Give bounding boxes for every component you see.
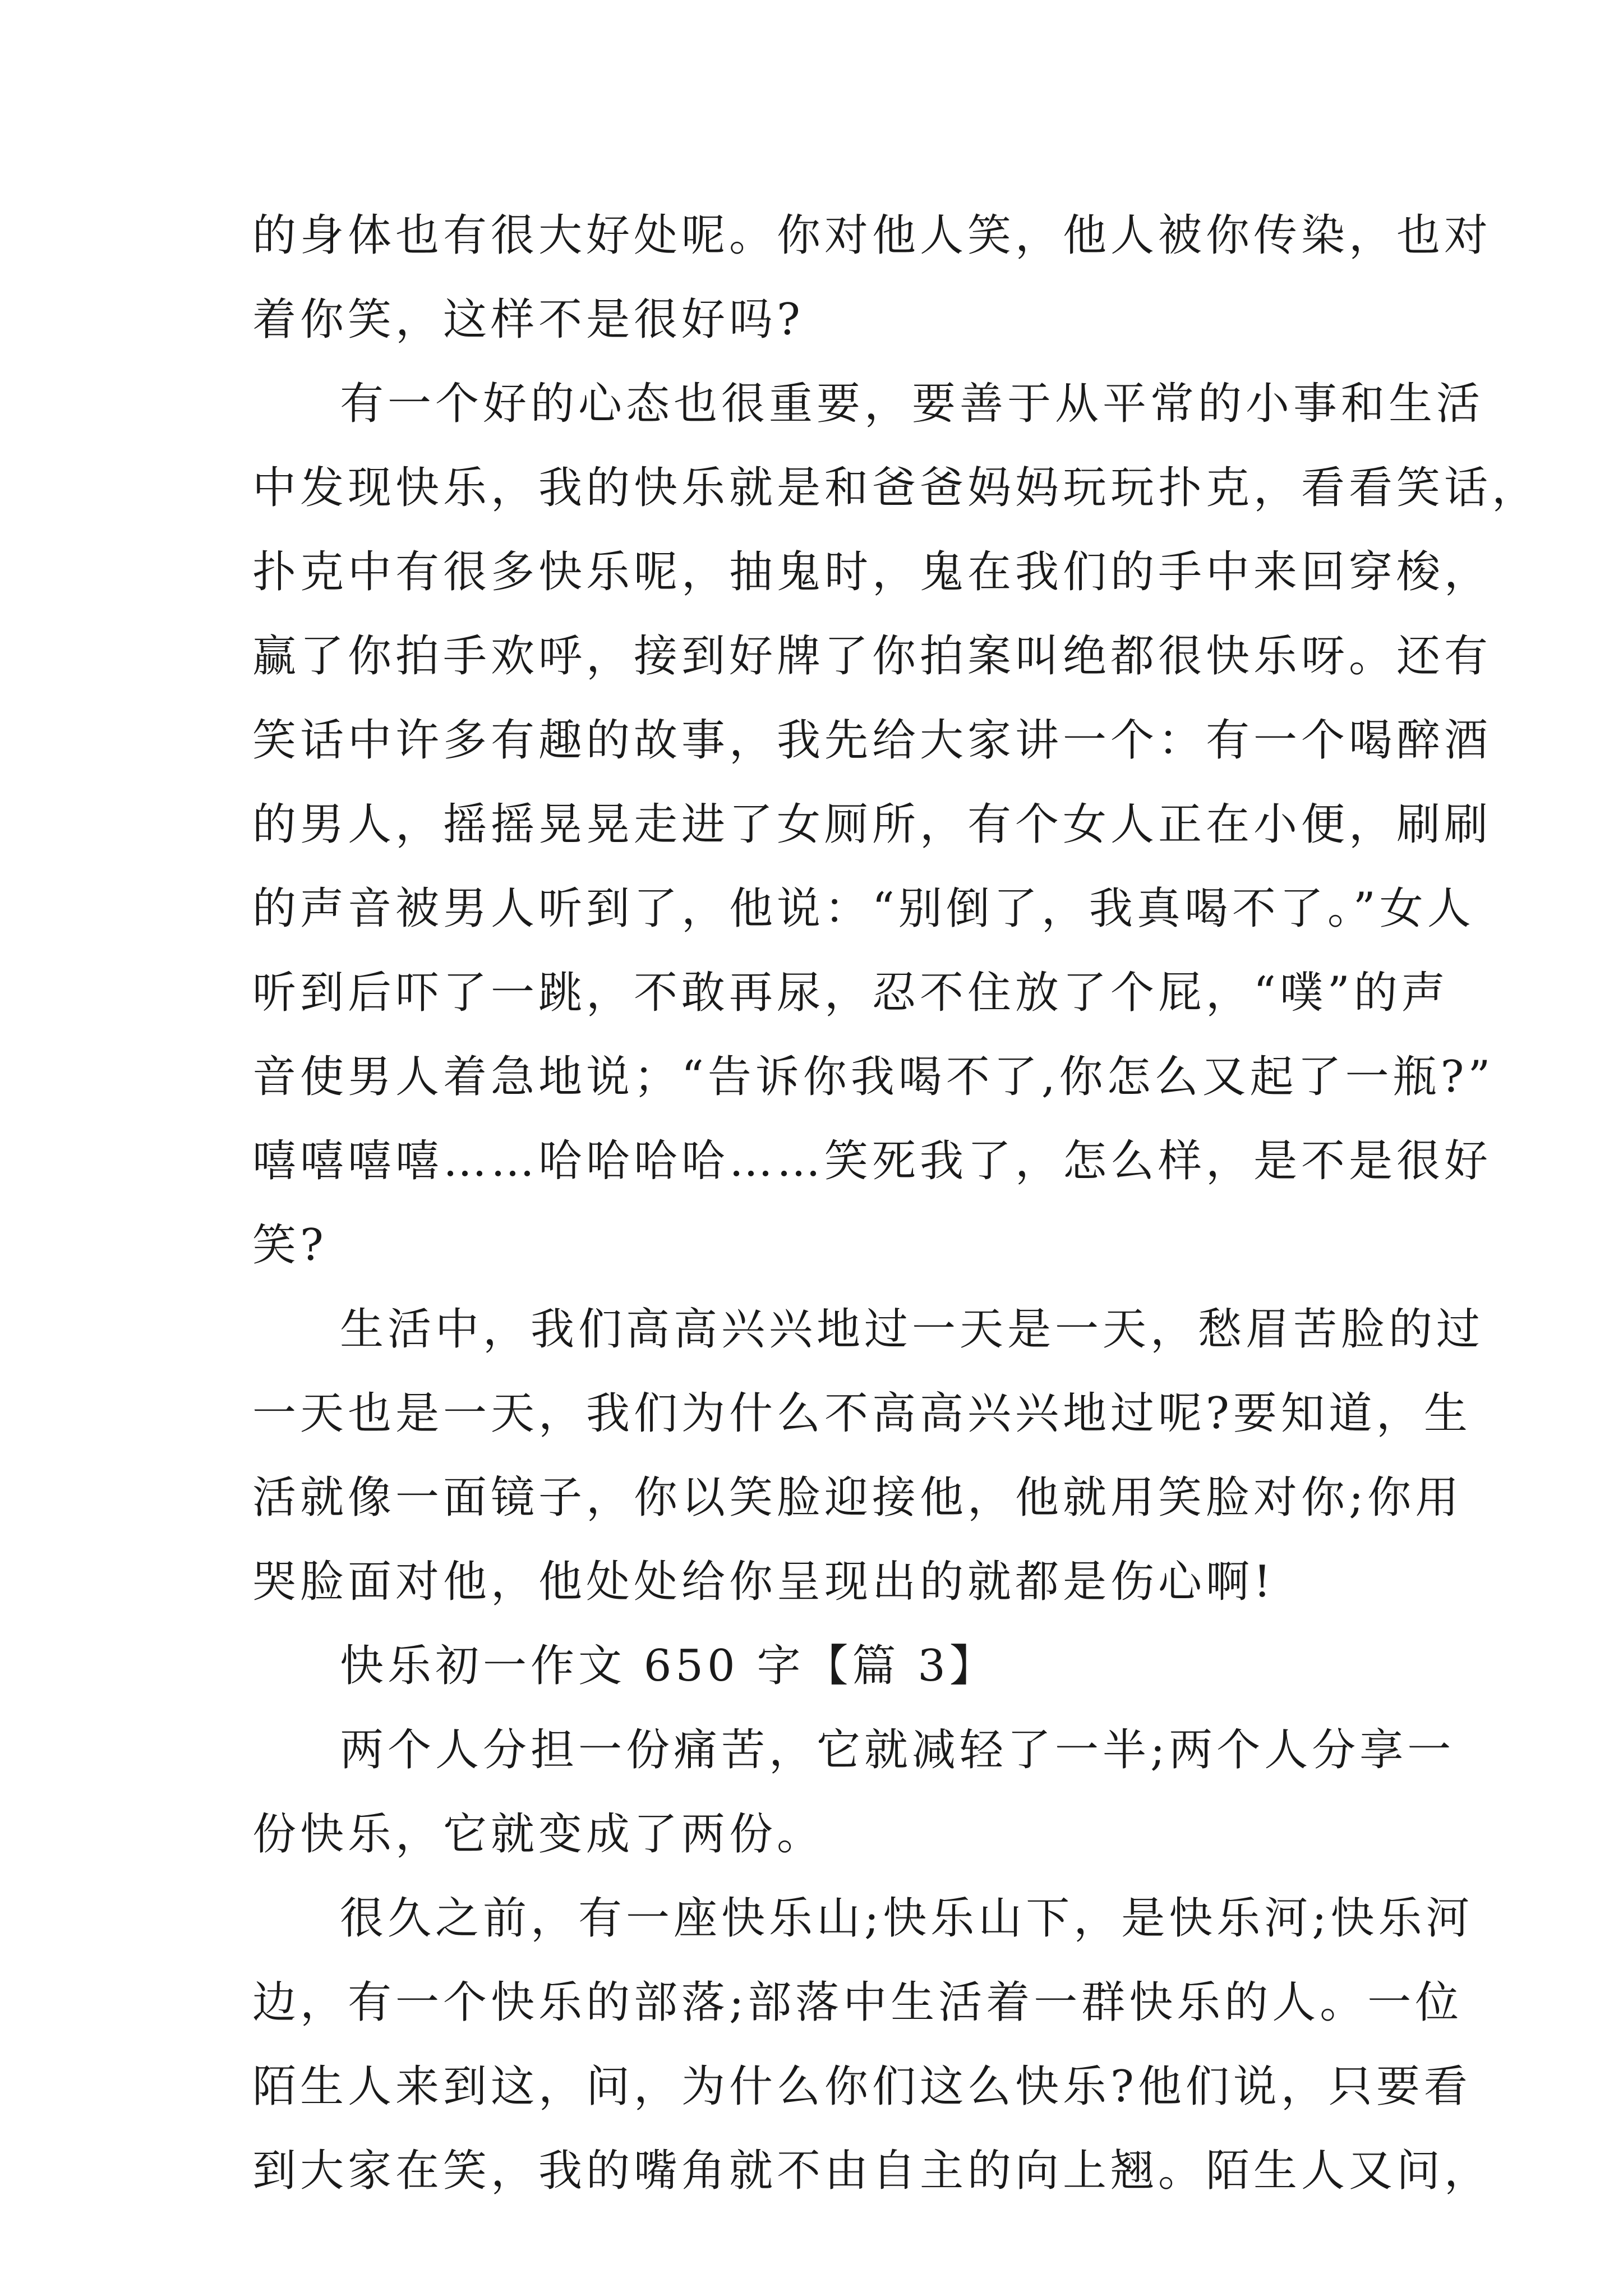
text-line: 嘻嘻嘻嘻……哈哈哈哈……笑死我了，怎么样，是不是很好 [252, 1136, 1492, 1186]
text-line: 边，有一个快乐的部落;部落中生活着一群快乐的人。一位 [252, 1977, 1463, 2028]
text-line: 笑话中许多有趣的故事，我先给大家讲一个：有一个喝醉酒 [252, 715, 1492, 766]
text-line: 的男人，摇摇晃晃走进了女厕所，有个女人正在小便，刷刷 [252, 799, 1492, 850]
paragraph-start-line: 很久之前，有一座快乐山;快乐山下，是快乐河;快乐河 [340, 1893, 1474, 1944]
text-line: 的声音被男人听到了，他说：“别倒了，我真喝不了。”女人 [252, 884, 1475, 934]
text-line: 一天也是一天，我们为什么不高高兴兴地过呢?要知道，生 [252, 1388, 1472, 1439]
section-heading: 快乐初一作文 650 字【篇 3】 [340, 1641, 997, 1691]
text-line: 份快乐，它就变成了两份。 [252, 1809, 825, 1860]
text-line: 陌生人来到这，问，为什么你们这么快乐?他们说，只要看 [252, 2062, 1472, 2112]
text-line: 活就像一面镜子，你以笑脸迎接他，他就用笑脸对你;你用 [252, 1473, 1463, 1523]
paragraph-start-line: 有一个好的心态也很重要，要善于从平常的小事和生活 [340, 379, 1484, 429]
text-line: 音使男人着急地说；“告诉你我喝不了,你怎么又起了一瓶?” [252, 1052, 1495, 1102]
text-line: 听到后吓了一跳，不敢再尿，忍不住放了个屁，“噗”的声 [252, 968, 1449, 1018]
document-page [252, 194, 1540, 2213]
text-line: 赢了你拍手欢呼，接到好牌了你拍案叫绝都很快乐呀。还有 [252, 631, 1492, 682]
paragraph-start-line: 生活中，我们高高兴兴地过一天是一天，愁眉苦脸的过 [340, 1304, 1484, 1355]
text-line: 扑克中有很多快乐呢，抽鬼时，鬼在我们的手中来回穿梭， [252, 547, 1492, 597]
paragraph-start-line: 两个人分担一份痛苦，它就减轻了一半;两个人分享一 [340, 1725, 1455, 1775]
text-line: 到大家在笑，我的嘴角就不由自主的向上翘。陌生人又问， [252, 2146, 1492, 2196]
text-line: 中发现快乐，我的快乐就是和爸爸妈妈玩玩扑克，看看笑话， [252, 463, 1540, 513]
text-line: 着你笑，这样不是很好吗? [252, 295, 804, 345]
text-line: 哭脸面对他，他处处给你呈现出的就都是伤心啊! [252, 1557, 1275, 1607]
text-line: 的身体也有很大好处呢。你对他人笑，他人被你传染，也对 [252, 210, 1492, 261]
text-line: 笑? [252, 1220, 328, 1271]
